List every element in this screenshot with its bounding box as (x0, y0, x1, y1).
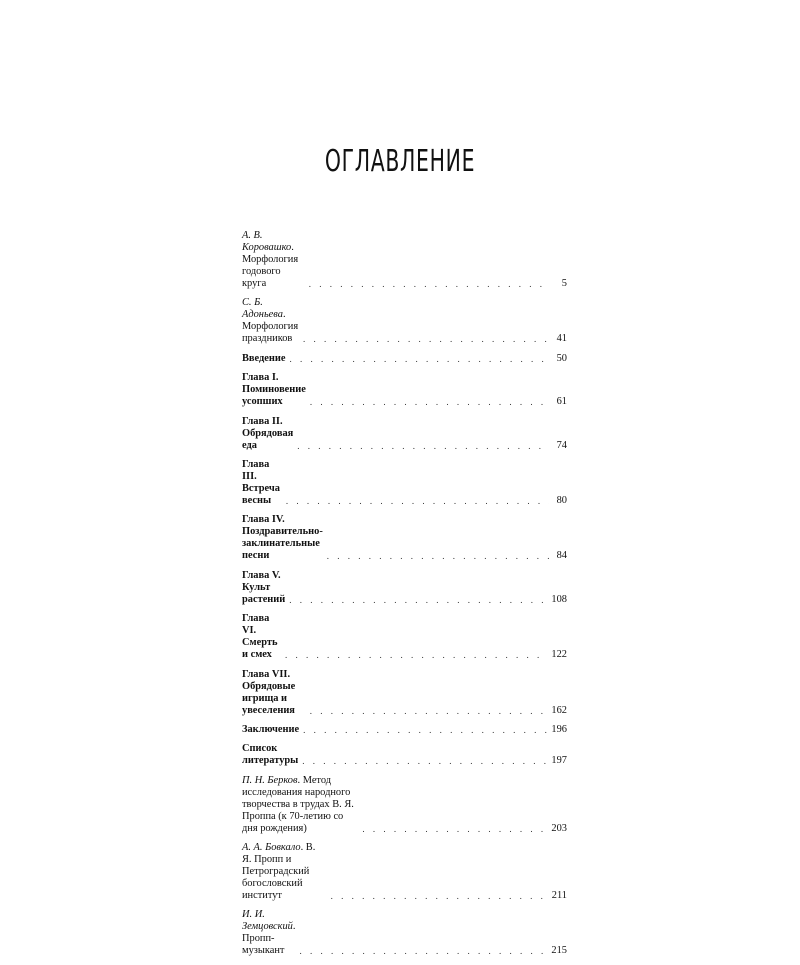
entry-text (242, 669, 306, 717)
entry-title: Глава VI. Смерть и смех (242, 613, 278, 661)
dot-leader (289, 353, 549, 365)
entry-author: А. В. Коровашко (242, 230, 292, 253)
entry-title: Морфология праздников (242, 321, 299, 345)
entry-page-number: 162 (551, 704, 567, 716)
entry-text (242, 743, 298, 767)
entry-text (242, 613, 281, 661)
dot-leader (327, 550, 549, 562)
entry-text: И. И. Земцовский. Пропп-музыкант (242, 909, 296, 957)
toc-entry[interactable] (242, 909, 567, 957)
entry-title: Глава I. Поминовение усопших (242, 372, 306, 408)
dot-leader (299, 945, 547, 957)
dot-leader (309, 278, 549, 290)
dot-leader (362, 823, 547, 835)
entry-text (242, 372, 306, 408)
toc-entry[interactable] (242, 570, 567, 606)
table-of-contents (242, 230, 567, 965)
entry-page-number: 211 (551, 890, 567, 902)
entry-title: Глава IV. Поздравительно-заклинательные песни (242, 514, 323, 562)
entry-text (242, 724, 299, 736)
dot-leader (331, 890, 548, 902)
entry-page-number: 5 (561, 278, 567, 289)
entry-text (242, 459, 282, 507)
entry-title: Введение (242, 352, 286, 364)
entry-title: Глава III. Встреча весны (242, 458, 280, 506)
toc-entry[interactable] (242, 372, 567, 408)
toc-entry[interactable] (242, 459, 567, 507)
toc-entry[interactable] (242, 743, 567, 767)
entry-text (242, 514, 323, 562)
entry-text: С. Б. Адоньева. Морфология праздников (242, 297, 299, 345)
dot-leader (303, 724, 547, 736)
entry-page-number: 50 (556, 352, 567, 364)
entry-title: Метод исследования народного творчества в трудах В. Я. Проппа (к 70-летию со дня рождения) (242, 774, 354, 834)
toc-entry[interactable] (242, 230, 567, 290)
entry-author: И. И. Земцовский (242, 909, 293, 933)
entry-author: С. Б. Адоньева (242, 297, 283, 321)
entry-page-number: 108 (551, 593, 567, 605)
toc-entry[interactable] (242, 724, 567, 736)
entry-title: Пропп-музыкант (242, 933, 285, 957)
dot-leader (286, 495, 549, 507)
dot-leader (302, 755, 547, 767)
toc-entry[interactable] (242, 353, 567, 365)
entry-title: Список литературы (242, 743, 299, 767)
entry-title: Заключение (242, 723, 300, 735)
entry-text: А. В. Коровашко. Морфология годового круга (242, 230, 299, 289)
entry-text: П. Н. Берков. Метод исследования народного творчества в трудах В. Я. Проппа (к 70-летию со дня рождения) (242, 774, 354, 834)
entry-text: А. А. Бовкало. В. Я. Пропп и Петроградский богословский институт (242, 842, 316, 902)
entry-page-number: 122 (551, 649, 567, 661)
toc-entry[interactable] (242, 297, 567, 345)
entry-page-number: 61 (556, 396, 567, 408)
toc-entry[interactable] (242, 514, 567, 562)
dot-leader (289, 594, 547, 606)
entry-author: А. А. Бовкало (242, 842, 301, 854)
entry-page-number: 80 (556, 494, 567, 506)
dot-leader (303, 333, 549, 345)
entry-page-number: 74 (556, 439, 567, 451)
toc-entry[interactable] (242, 613, 567, 661)
toc-entry[interactable] (242, 669, 567, 717)
entry-title: Морфология годового круга (242, 254, 299, 289)
entry-text (242, 353, 285, 365)
entry-page-number: 41 (556, 333, 567, 345)
entry-title: Глава V. Культ растений (242, 569, 286, 605)
entry-page-number: 215 (551, 945, 567, 957)
entry-text (242, 570, 285, 606)
entry-title: Глава II. Обрядовая еда (242, 415, 294, 451)
toc-entry[interactable] (242, 842, 567, 902)
dot-leader (310, 705, 548, 717)
entry-title: В. Я. Пропп и Петроградский богословский институт (242, 842, 316, 902)
entry-page-number: 197 (551, 755, 567, 767)
dot-leader (285, 649, 547, 661)
entry-page-number: 84 (556, 550, 567, 562)
entry-text (242, 416, 293, 452)
toc-entry[interactable] (242, 416, 567, 452)
entry-author: П. Н. Берков (242, 774, 298, 786)
entry-page-number: 203 (551, 822, 567, 834)
page-title: ОГЛАВЛЕНИЕ (324, 144, 476, 179)
entry-title: Глава VII. Обрядовые игрища и увеселения (242, 668, 296, 716)
toc-entry[interactable] (242, 775, 567, 835)
dot-leader (297, 440, 549, 452)
dot-leader (310, 396, 549, 408)
entry-page-number: 196 (551, 723, 567, 735)
